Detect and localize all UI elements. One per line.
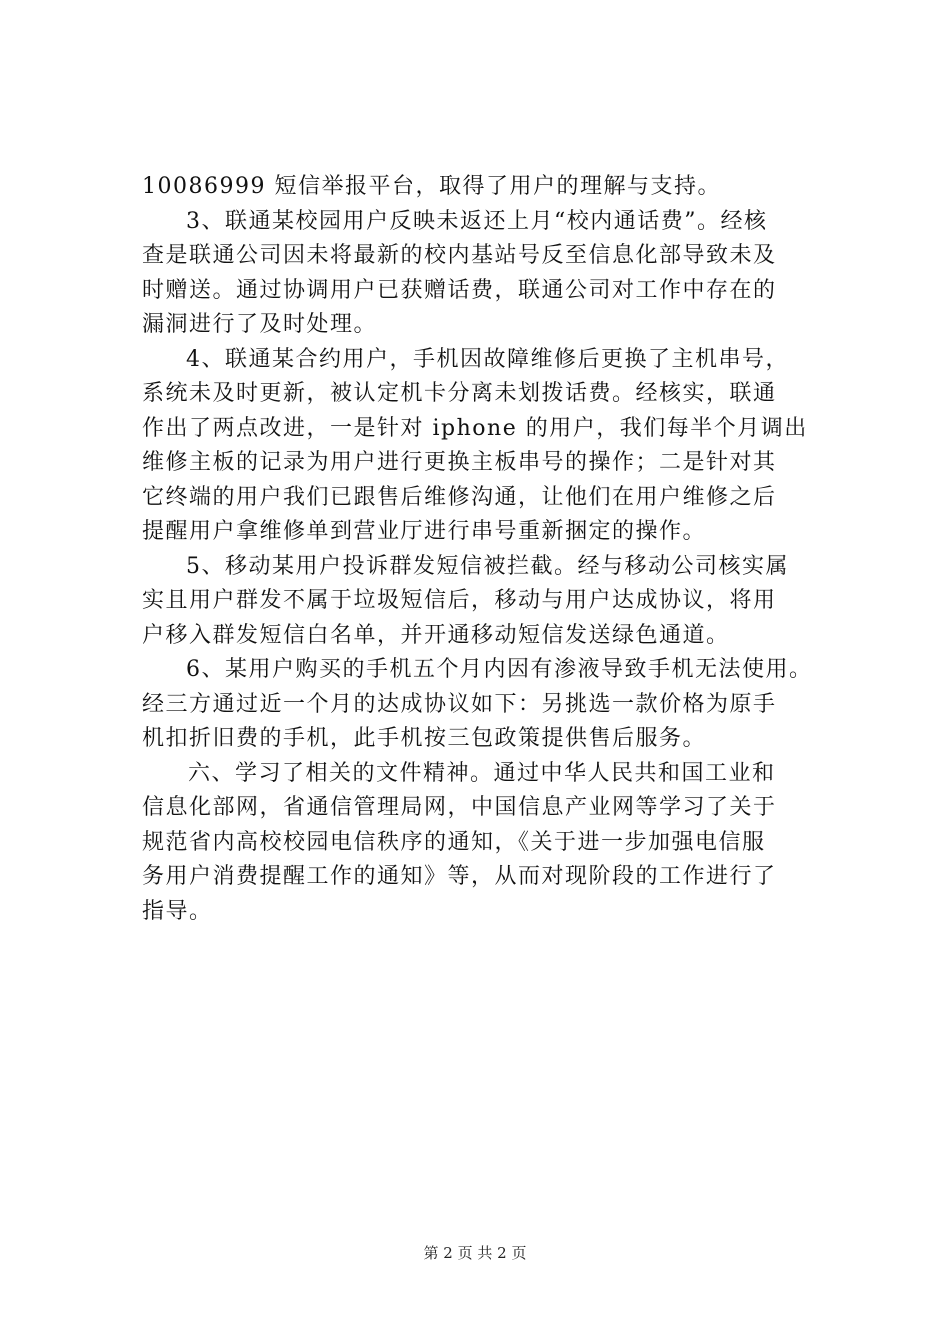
text-line: 户移入群发短信白名单，并开通移动短信发送绿色通道。 (142, 622, 730, 648)
text-line: 维修主板的记录为用户进行更换主板串号的操作；二是针对其 (142, 450, 777, 475)
text-line: 查是联通公司因未将最新的校内基站号反至信息化部导致未及 (142, 243, 777, 268)
text-line: 时赠送。通过协调用户已获赠话费，联通公司对工作中存在的 (142, 277, 777, 303)
text-line: 规范省内高校校园电信秩序的通知，《关于进一步加强电信服 (142, 829, 766, 855)
text-line: 4、联通某合约用户，手机因故障维修后更换了主机串号， (186, 346, 789, 372)
text-line: 信息化部网，省通信管理局网，中国信息产业网等学习了关于 (142, 795, 777, 820)
text-line: 5、移动某用户投诉群发短信被拦截。经与移动公司核实属 (186, 553, 789, 579)
text-line: 漏洞进行了及时处理。 (142, 312, 378, 337)
text-line: 6、某用户购买的手机五个月内因有渗液导致手机无法使用。 (186, 657, 813, 682)
text-line: 务用户消费提醒工作的通知》等，从而对现阶段的工作进行了 (142, 864, 777, 889)
text-line: 经三方通过近一个月的达成协议如下：另挑选一款价格为原手 (142, 691, 777, 717)
document-body (142, 170, 828, 929)
text-line: 10086999 短信举报平台，取得了用户的理解与支持。 (142, 174, 721, 199)
text-line: 机扣折旧费的手机，此手机按三包政策提供售后服务。 (142, 726, 707, 751)
page-number-footer: 第 2 页 共 2 页 (423, 1244, 527, 1262)
text-line: 指导。 (142, 898, 213, 924)
text-line: 3、联通某校园用户反映未返还上月“校内通话费”。经核 (186, 208, 768, 234)
text-line: 作出了两点改进，一是针对 iphone 的用户，我们每半个月调出 (142, 415, 808, 441)
text-line: 系统未及时更新，被认定机卡分离未划拨话费。经核实，联通 (142, 381, 777, 406)
text-line: 六、学习了相关的文件精神。通过中华人民共和国工业和 (188, 760, 776, 786)
text-line: 它终端的用户我们已跟售后维修沟通，让他们在用户维修之后 (142, 484, 777, 510)
text-line: 提醒用户拿维修单到营业厅进行串号重新捆定的操作。 (142, 519, 707, 544)
text-line: 实且用户群发不属于垃圾短信后，移动与用户达成协议，将用 (142, 588, 777, 613)
